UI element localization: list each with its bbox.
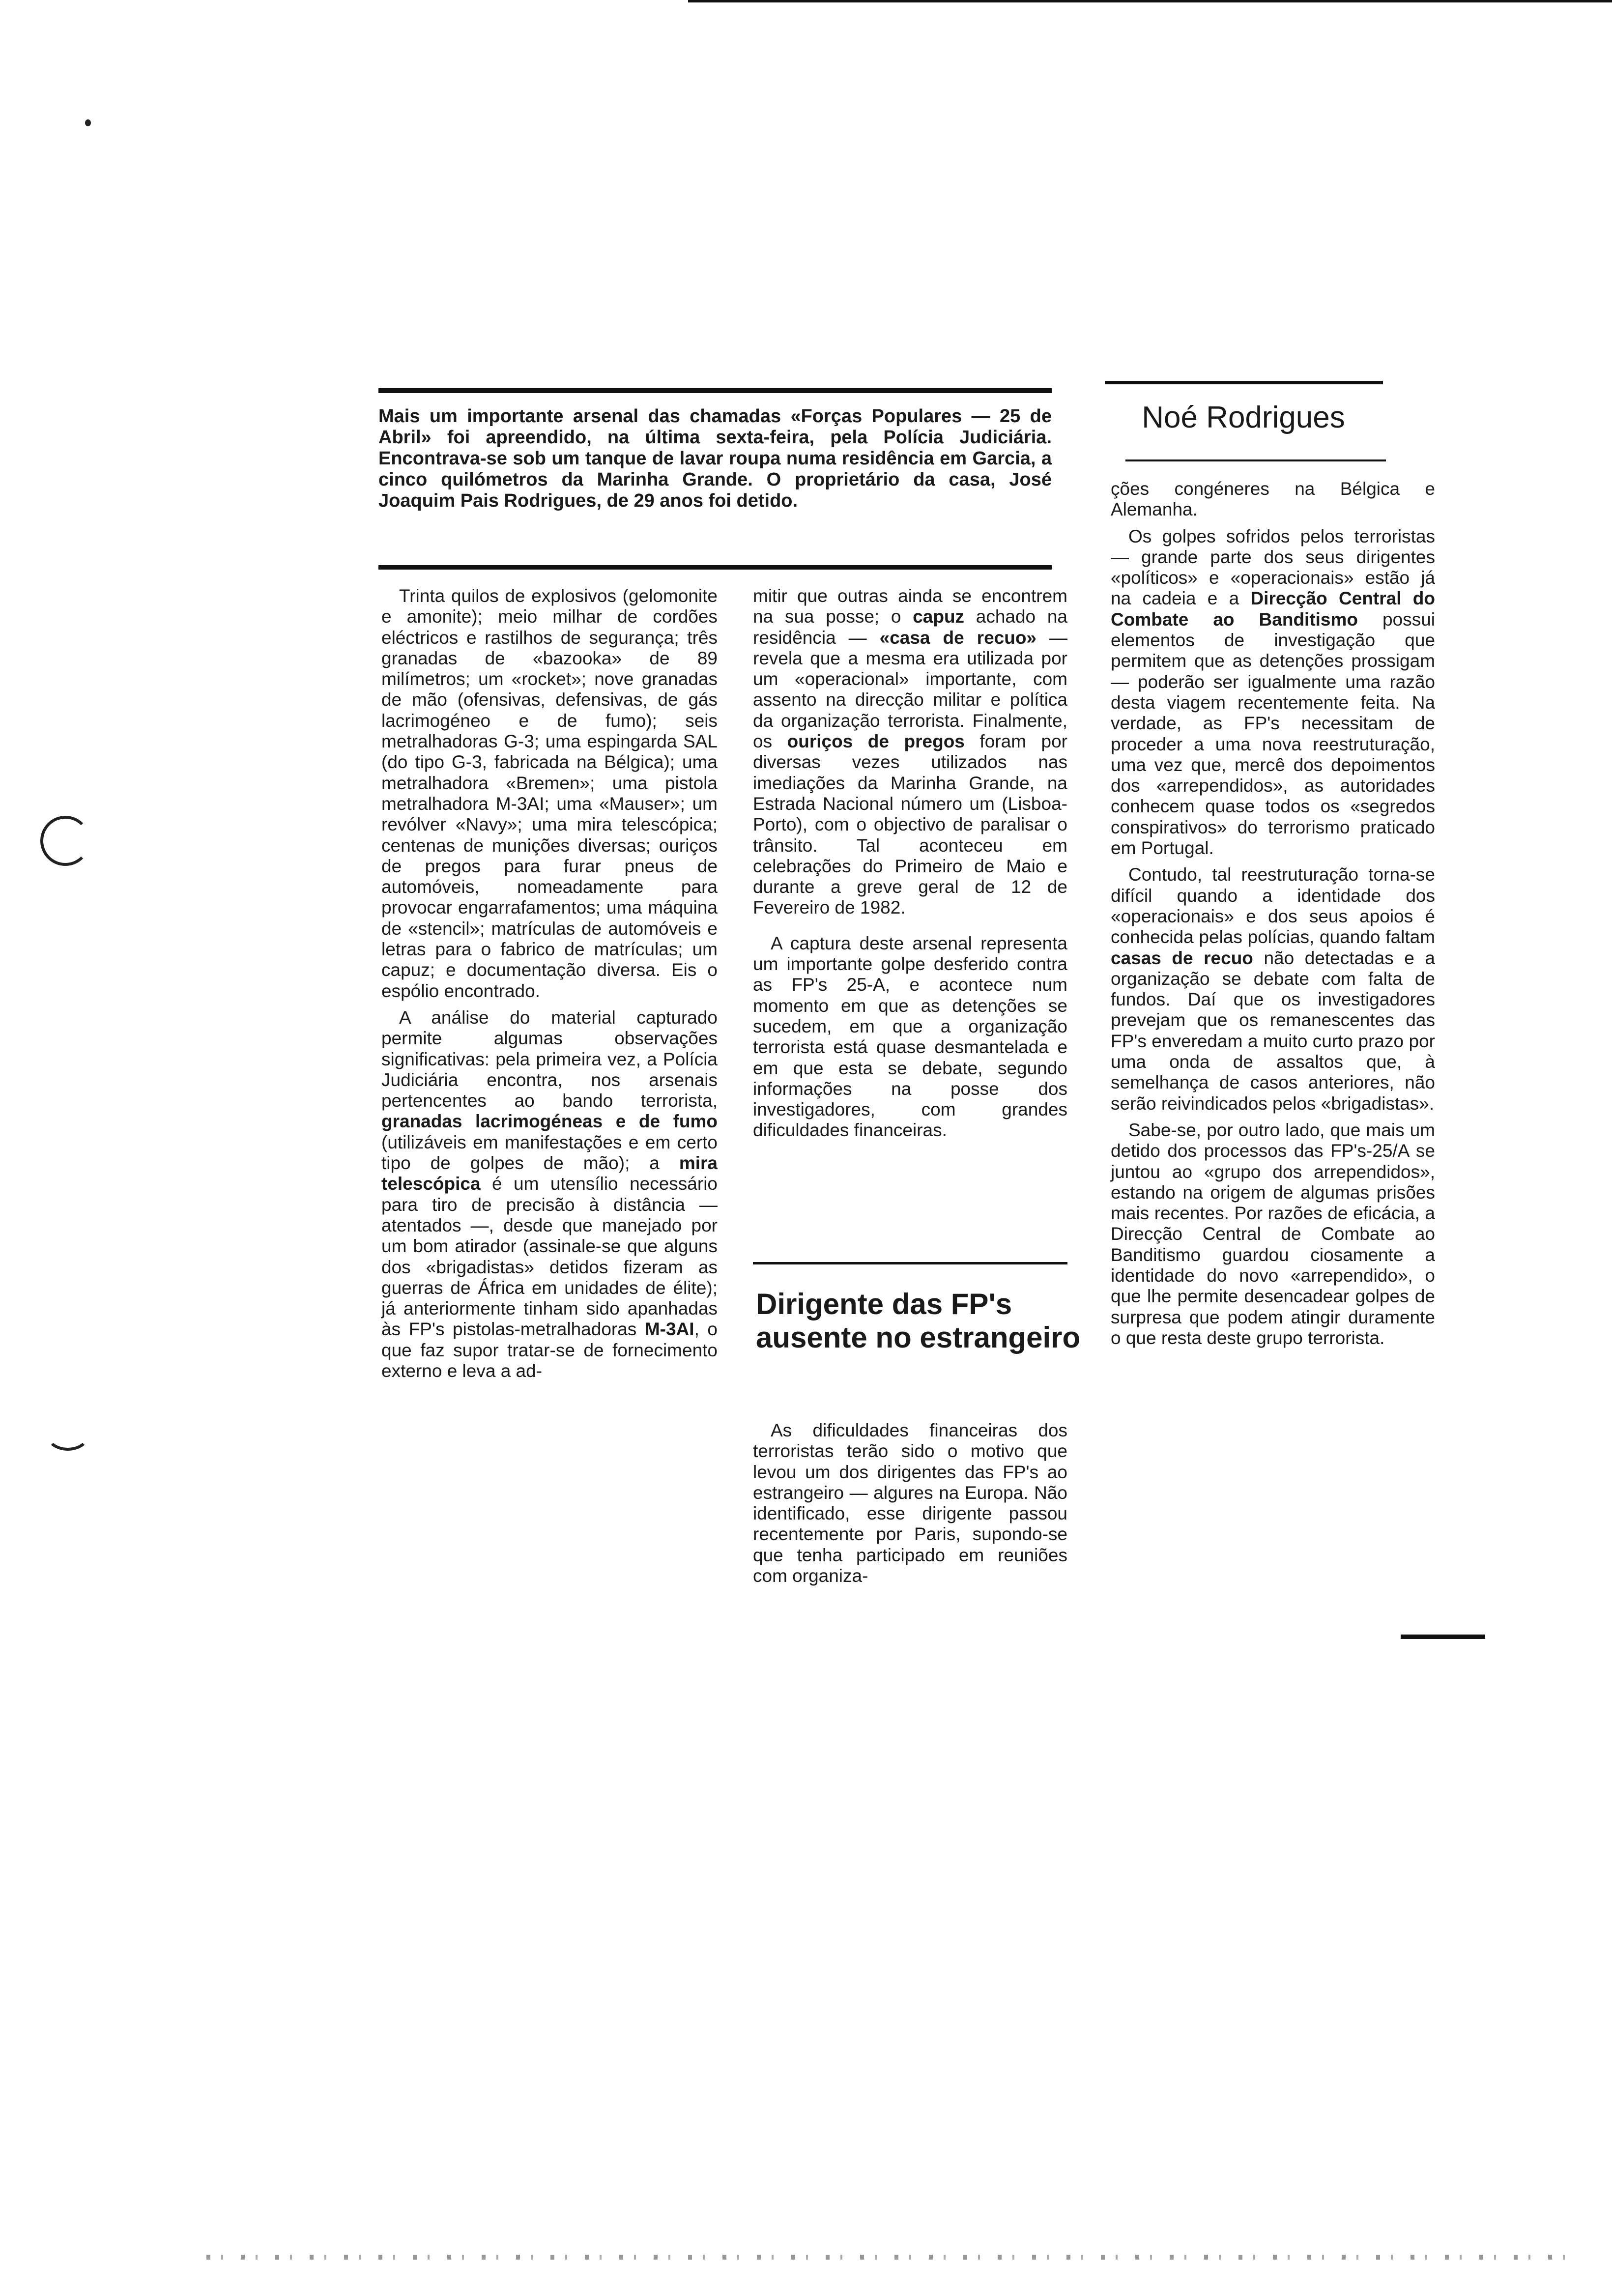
punch-hole-mark: [45, 1415, 90, 1451]
lead-bottom-rule: [378, 565, 1052, 570]
lead-paragraph: Mais um importante arsenal das chamadas «Forças Populares — 25 de Abril» foi apreendido, na última sexta-feira, pela Polícia Judiciária. Encontrava-se sob um tanque de lavar roupa numa residência em Garcia, a cinco quilómetros da Marinha Grande. O proprietário da casa, José Joaquim Pais Rodrigues, de 29 anos foi detido.: [378, 406, 1052, 511]
paragraph: Sabe-se, por outro lado, que mais um detido dos processos das FP's-25/A se juntou ao «grupo dos arrependidos», estando na origem de algumas prisões mais recentes. Por razões de eficácia, a Direcção Central de Combate ao Banditismo guardou ciosamente a identidade do novo «arrependido», o que lhe permite desencadear golpes de surpresa que podem atingir duramente o que resta deste grupo terrorista.: [1111, 1119, 1435, 1348]
paragraph: Contudo, tal reestruturação torna-se difícil quando a identidade dos «operacionais» e dos seus apoios é conhecida pelas polícias, quando faltam casas de recuo não detectadas e a organização se debate com falta de fundos. Daí que os investigadores prevejam que os remanescentes das FP's enveredam a muito curto prazo por uma onda de assaltos que, à semelhança de casos anteriores, não serão reivindicados pelos «brigadistas».: [1111, 864, 1435, 1114]
byline-bottom-rule: [1125, 459, 1386, 461]
paragraph: Trinta quilos de explosivos (gelomonite e amonite); meio milhar de cordões eléctricos e rastilhos de segurança; três granadas de «bazooka» de 89 milímetros; um «rocket»; nove granadas de mão (ofensivas, defensivas, de gás lacrimogéneo e de fumo); seis metralhadoras G-3; uma espingarda SAL (do tipo G-3, fabricada na Bélgica); uma metralhadora «Bremen»; uma pistola metralhadora M-3AI; uma «Mauser»; um revólver «Navy»; uma mira telescópica; centenas de munições diversas; ouriços de pregos para furar pneus de automóveis, nomeadamente para provocar engarrafamentos; uma máquina de «stencil»; matrículas de automóveis e letras para o fabrico de matrículas; um capuz; e documentação diversa. Eis o espólio encontrado.: [381, 586, 718, 1001]
byline-top-rule: [1105, 381, 1383, 384]
top-scan-edge-rule: [688, 0, 1612, 2]
paragraph: A captura deste arsenal representa um importante golpe desferido contra as FP's 25-A, e acontece num momento em que as detenções se sucedem, em que a organização terrorista está quase desmantelada e em que esta se debate, segundo informações na posse dos investigadores, com grandes dificuldades financeiras.: [753, 933, 1067, 1141]
scan-noise-strip: [206, 2255, 1583, 2260]
end-of-article-rule: [1401, 1635, 1485, 1639]
punch-hole-mark: [40, 816, 90, 866]
paragraph: A análise do material capturado permite algumas observações significativas: pela primeira vez, a Polícia Judiciária encontra, nos arsenais pertencentes ao bando terrorista, granadas lacrimogéneas e de fumo (utilizáveis em manifestações e em certo tipo de golpes de mão); a mira telescópica é um utensílio necessário para tiro de precisão à distância — atentados —, desde que manejado por um bom atirador (assinale-se que alguns dos «brigadistas» detidos fizeram as guerras de África em unidades de élite); já anteriormente tinham sido apanhadas às FP's pistolas-metralhadoras M-3AI, o que faz supor tratar-se de fornecimento externo e leva a ad-: [381, 1007, 718, 1381]
paragraph: Os golpes sofridos pelos terroristas — grande parte dos seus dirigentes «políticos» e «operacionais» estão já na cadeia e a Direcção Central do Combate ao Banditismo possui elementos de investigação que permitem que as detenções prossigam — poderão ser igualmente uma razão desta viagem recentemente feita. Na verdade, as FP's necessitam de proceder a uma nova reestruturação, uma vez que, mercê dos depoimentos dos «arrependidos», as autoridades conhecem quase todos os «segredos conspirativos» do terrorismo praticado em Portugal.: [1111, 526, 1436, 859]
article-column-1: [381, 586, 718, 1387]
lead-top-rule: [378, 388, 1052, 393]
byline: Noé Rodrigues: [1142, 401, 1345, 434]
paragraph: ções congéneres na Bélgica e Alemanha.: [1111, 479, 1435, 520]
scan-speck: [85, 119, 91, 126]
article-column-2: [753, 586, 1067, 1147]
article-column-3: [1111, 479, 1435, 1354]
subhead-rule: [753, 1262, 1067, 1264]
paragraph: mitir que outras ainda se encontrem na sua posse; o capuz achado na residência — «casa de recuo» — revela que a mesma era utilizada por um «operacional» importante, com assento na direcção militar e política da organização terrorista. Finalmente, os ouriços de pregos foram por diversas vezes utilizados nas imediações da Marinha Grande, na Estrada Nacional número um (Lisboa-Porto), com o objectivo de paralisar o trânsito. Tal aconteceu em celebrações do Primeiro de Maio e durante a greve geral de 12 de Fevereiro de 1982.: [753, 586, 1068, 918]
subheadline: Dirigente das FP's ausente no estrangeiro: [756, 1288, 1081, 1354]
paragraph: As dificuldades financeiras dos terroristas terão sido o motivo que levou um dos dirigentes das FP's ao estrangeiro — algures na Europa. Não identificado, esse dirigente passou recentemente por Paris, supondo-se que tenha participado em reuniões com organiza-: [753, 1420, 1067, 1586]
article-column-2-continued: [753, 1420, 1067, 1592]
